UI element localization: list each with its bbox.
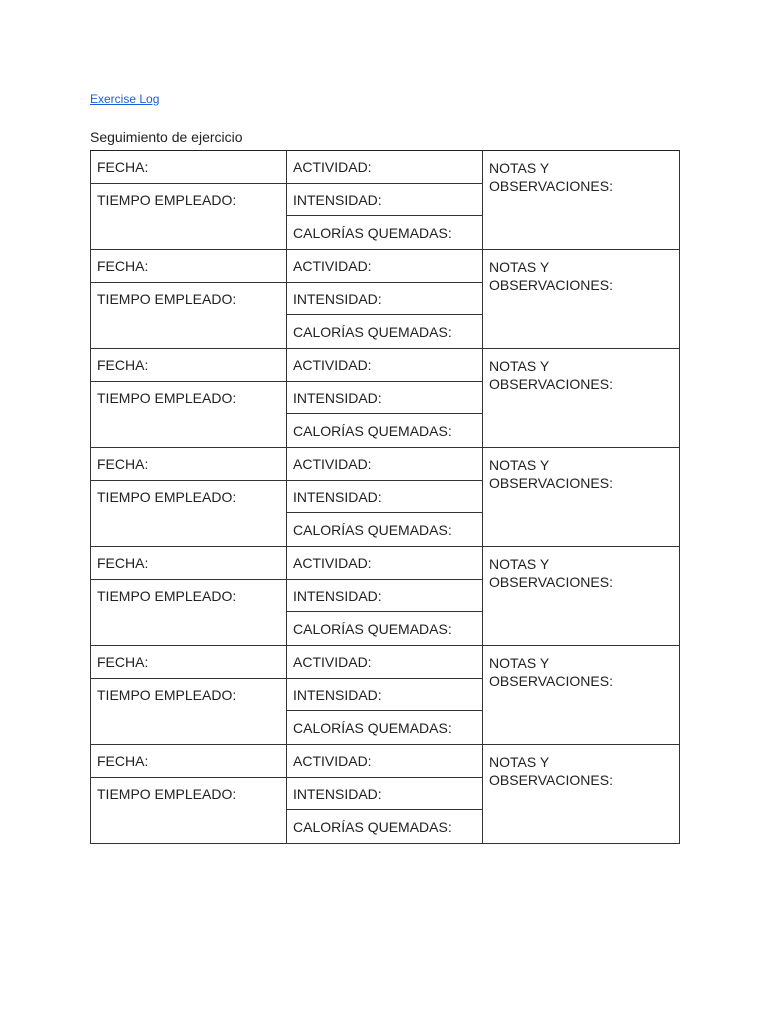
intensity-cell[interactable]: INTENSIDAD: [287,481,483,513]
activity-cell[interactable]: ACTIVIDAD: [287,448,483,481]
date-cell[interactable]: FECHA: [91,745,287,778]
exercise-log-link[interactable]: Exercise Log [90,92,160,106]
exercise-log-table [90,150,680,844]
activity-cell[interactable]: ACTIVIDAD: [287,745,483,778]
activity-cell[interactable]: ACTIVIDAD: [287,250,483,283]
calories-burned-cell[interactable]: CALORÍAS QUEMADAS: [287,612,483,646]
intensity-cell[interactable]: INTENSIDAD: [287,679,483,711]
activity-cell[interactable]: ACTIVIDAD: [287,349,483,382]
date-cell[interactable]: FECHA: [91,547,287,580]
notes-cell[interactable]: NOTAS Y OBSERVACIONES: [483,646,680,745]
intensity-cell[interactable]: INTENSIDAD: [287,184,483,216]
date-cell[interactable]: FECHA: [91,349,287,382]
calories-burned-cell[interactable]: CALORÍAS QUEMADAS: [287,315,483,349]
notes-cell[interactable]: NOTAS Y OBSERVACIONES: [483,349,680,448]
page-title: Seguimiento de ejercicio [90,129,243,145]
calories-burned-cell[interactable]: CALORÍAS QUEMADAS: [287,513,483,547]
intensity-cell[interactable]: INTENSIDAD: [287,283,483,315]
calories-burned-cell[interactable]: CALORÍAS QUEMADAS: [287,414,483,448]
date-cell[interactable]: FECHA: [91,250,287,283]
activity-cell[interactable]: ACTIVIDAD: [287,151,483,184]
intensity-cell[interactable]: INTENSIDAD: [287,778,483,810]
time-spent-cell[interactable]: TIEMPO EMPLEADO: [91,283,287,349]
log-entry-row [91,151,680,184]
calories-burned-cell[interactable]: CALORÍAS QUEMADAS: [287,216,483,250]
log-entry-row [91,646,680,679]
notes-cell[interactable]: NOTAS Y OBSERVACIONES: [483,547,680,646]
date-cell[interactable]: FECHA: [91,151,287,184]
activity-cell[interactable]: ACTIVIDAD: [287,547,483,580]
date-cell[interactable]: FECHA: [91,448,287,481]
date-cell[interactable]: FECHA: [91,646,287,679]
time-spent-cell[interactable]: TIEMPO EMPLEADO: [91,778,287,844]
calories-burned-cell[interactable]: CALORÍAS QUEMADAS: [287,711,483,745]
log-entry-row [91,745,680,778]
intensity-cell[interactable]: INTENSIDAD: [287,580,483,612]
notes-cell[interactable]: NOTAS Y OBSERVACIONES: [483,448,680,547]
notes-cell[interactable]: NOTAS Y OBSERVACIONES: [483,151,680,250]
time-spent-cell[interactable]: TIEMPO EMPLEADO: [91,382,287,448]
time-spent-cell[interactable]: TIEMPO EMPLEADO: [91,580,287,646]
time-spent-cell[interactable]: TIEMPO EMPLEADO: [91,481,287,547]
log-entry-row [91,250,680,283]
time-spent-cell[interactable]: TIEMPO EMPLEADO: [91,679,287,745]
notes-cell[interactable]: NOTAS Y OBSERVACIONES: [483,745,680,844]
notes-cell[interactable]: NOTAS Y OBSERVACIONES: [483,250,680,349]
time-spent-cell[interactable]: TIEMPO EMPLEADO: [91,184,287,250]
activity-cell[interactable]: ACTIVIDAD: [287,646,483,679]
log-entry-row [91,349,680,382]
calories-burned-cell[interactable]: CALORÍAS QUEMADAS: [287,810,483,844]
log-entry-row [91,547,680,580]
log-entry-row [91,448,680,481]
intensity-cell[interactable]: INTENSIDAD: [287,382,483,414]
exercise-log-body [91,151,680,844]
